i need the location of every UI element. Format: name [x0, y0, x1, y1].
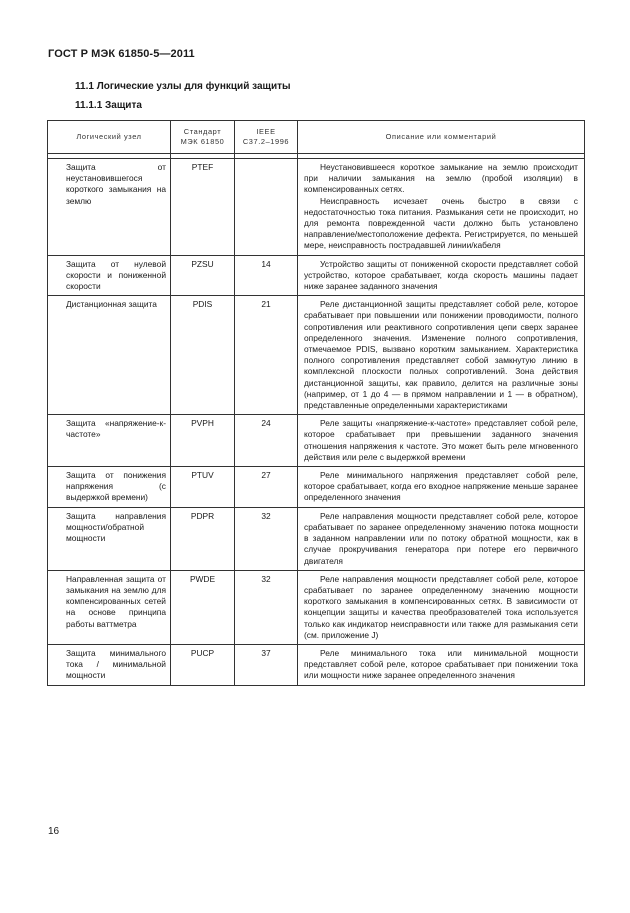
description-paragraph: Реле минимального напряжения представляет собой реле, которое срабатывает, когда его входное напряжение меньше заранее определенного значения [304, 470, 578, 503]
description-cell [298, 255, 585, 296]
iec-61850-code: PTUV [171, 467, 235, 508]
column-header-standard-line2: МЭК 61850 [180, 137, 225, 146]
description-paragraph: Неустановившееся короткое замыкание на землю происходит при наличии замыкания на землю (пробой изоляции) в компенсированных сетях. [304, 162, 578, 195]
description-cell [298, 415, 585, 467]
description-paragraph: Реле дистанционной защиты представляет собой реле, которое срабатывает при повышении или понижении проводимости, полного сопротивления или реактивного сопротивления цепи сверх заранее определенного значения. Изменение полного сопротивления, отмечаемое PDIS, вызвано коротким замыканием. Характеристика полного сопротивления представляет собой замкнутую линию в комплексной плоскости полных сопротивлений. Зона действия дистанционной защиты, как правило, делится на различные зоны (например, от 1 до 4 — в прямом направлении и 1 — в обратном), представленные определенными характеристиками [304, 299, 578, 411]
logical-node-name: Дистанционная защита [48, 296, 171, 415]
iec-61850-code: PZSU [171, 255, 235, 296]
description-paragraph: Неисправность исчезает очень быстро в связи с недостаточностью тока питания. Размыкания сети не происходит, но для ремонта поврежденной части должно быть установлено направление/местоположение дефекта. Регистрируется, по меньшей мере, неисправность пострадавшей линии/кабеля [304, 195, 578, 251]
logical-nodes-table [47, 120, 585, 686]
ieee-code: 24 [235, 415, 298, 467]
column-header-standard-line1: Стандарт [183, 127, 222, 136]
table-row [48, 644, 585, 685]
table-row [48, 467, 585, 508]
ieee-code: 32 [235, 570, 298, 644]
iec-61850-code: PUCP [171, 644, 235, 685]
description-paragraph: Реле направления мощности представляет собой реле, которое срабатывает по заранее определенному значению мощности короткого замыкания в компенсированных сетях. В зависимости от концепции защиты и качества преобразователей тока используется только как индикатор неисправности или также для размыкания сети (см. приложение J) [304, 573, 578, 640]
column-header-ieee [235, 121, 298, 154]
description-cell [298, 159, 585, 256]
description-paragraph: Реле защиты «напряжение-к-частоте» представляет собой реле, которое срабатывает при превышении заданного значения отношения напряжения к частоте. Это может быть реле мгновенного действия или реле с выдержкой времени [304, 418, 578, 462]
logical-node-name: Защита от понижения напряжения (с выдержкой времени) [48, 467, 171, 508]
description-cell [298, 644, 585, 685]
logical-node-name: Защита от неустановившегося короткого замыкания на землю [48, 159, 171, 256]
logical-node-name: Защита минимального тока / минимальной мощности [48, 644, 171, 685]
logical-node-name: Защита «напряжение-к-частоте» [48, 415, 171, 467]
ieee-code: 27 [235, 467, 298, 508]
iec-61850-code: PDPR [171, 507, 235, 570]
subsection-heading: 11.1.1 Защита [75, 100, 142, 111]
section-heading: 11.1 Логические узлы для функций защиты [75, 81, 291, 92]
logical-node-name: Защита направления мощности/обратной мощности [48, 507, 171, 570]
column-header-description: Описание или комментарий [298, 121, 585, 154]
page-number: 16 [48, 826, 60, 837]
ieee-code: 37 [235, 644, 298, 685]
logical-node-name: Защита от нулевой скорости и пониженной скорости [48, 255, 171, 296]
iec-61850-code: PTEF [171, 159, 235, 256]
description-paragraph: Реле минимального тока или минимальной мощности представляет собой реле, которое срабатывает при понижении тока или мощности ниже заранее определенного значения [304, 647, 578, 681]
column-header-logical-node: Логический узел [48, 121, 171, 154]
table-row [48, 296, 585, 415]
description-paragraph: Устройство защиты от пониженной скорости представляет собой устройство, которое срабатывает, когда скорость машины падает ниже заранее заданного значения [304, 258, 578, 292]
description-paragraph: Реле направления мощности представляет собой реле, которое срабатывает по заранее определенному значению потока мощности в заданном направлении или по потоку обратной мощности, как в случае прокручивания генератора при потере его первичного двигателя [304, 510, 578, 566]
ieee-code: 14 [235, 255, 298, 296]
description-cell [298, 507, 585, 570]
table-row [48, 415, 585, 467]
logical-node-name: Направленная защита от замыкания на землю для компенсированных сетей на основе принципа работы ваттметра [48, 570, 171, 644]
table-row [48, 507, 585, 570]
column-header-ieee-line1: IEEE [256, 127, 276, 136]
column-header-ieee-line2: C37.2–1996 [242, 137, 290, 146]
description-cell [298, 570, 585, 644]
table-row [48, 570, 585, 644]
ieee-code: 21 [235, 296, 298, 415]
table-row [48, 159, 585, 256]
ieee-code: 32 [235, 507, 298, 570]
table-body [48, 159, 585, 686]
iec-61850-code: PDIS [171, 296, 235, 415]
document-header: ГОСТ Р МЭК 61850-5—2011 [48, 48, 195, 60]
description-cell [298, 296, 585, 415]
column-header-standard [171, 121, 235, 154]
ieee-code [235, 159, 298, 256]
iec-61850-code: PVPH [171, 415, 235, 467]
table-header-row [48, 121, 585, 154]
description-cell [298, 467, 585, 508]
table-row [48, 255, 585, 296]
iec-61850-code: PWDE [171, 570, 235, 644]
